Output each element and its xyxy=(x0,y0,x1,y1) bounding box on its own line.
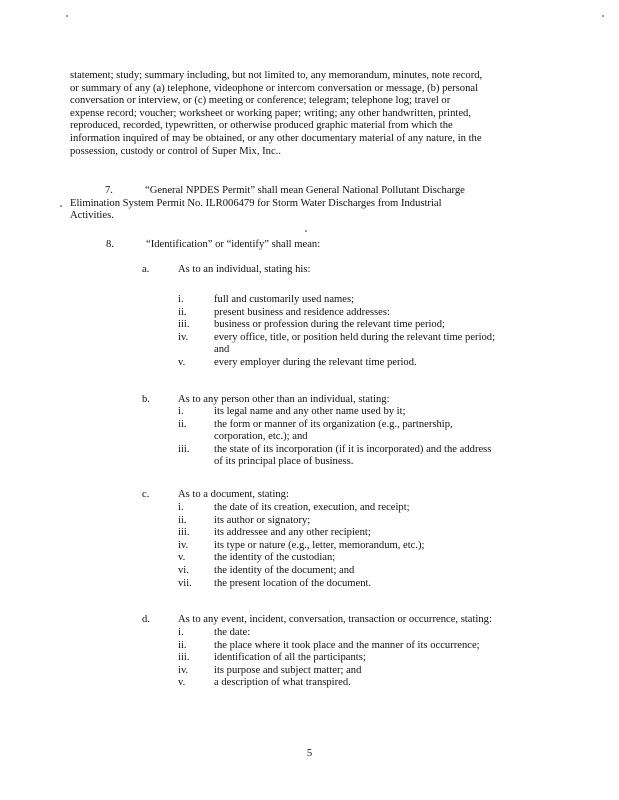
item-text: the form or manner of its organization (e.g., partnership, xyxy=(214,418,453,430)
text-line: possession, custody or control of Super Mix, Inc.. xyxy=(70,145,281,157)
item-text: the identity of the custodian; xyxy=(214,552,336,564)
section-heading: As to any person other than an individual, stating: xyxy=(178,394,390,405)
item-text: the state of its incorporation (if it is incorporated) and the address xyxy=(214,443,492,455)
item-text: of its principal place of business. xyxy=(214,456,354,468)
section-c-items xyxy=(178,502,538,590)
item-numeral: i. xyxy=(178,294,184,305)
item-text: full and customarily used names; xyxy=(214,294,355,305)
text-line: conversation or interview, or (c) meeting or conference; telegram; telephone log; travel or xyxy=(70,95,451,107)
section-heading: As to a document, stating: xyxy=(178,489,289,500)
list-item xyxy=(178,527,538,540)
item-text: every office, title, or position held during the relevant time period; xyxy=(214,331,496,343)
item-numeral: iv. xyxy=(178,664,189,676)
scan-speck xyxy=(66,15,68,17)
paragraph-8 xyxy=(106,239,526,252)
item-numeral: iv. xyxy=(178,331,189,343)
text-line xyxy=(70,185,550,198)
text-line: Elimination System Permit No. ILR006479 for Storm Water Discharges from Industrial xyxy=(70,197,442,209)
item-text: business or profession during the relevant time period; xyxy=(214,319,445,331)
list-item xyxy=(178,332,538,357)
item-numeral: i. xyxy=(178,627,184,638)
scan-speck xyxy=(305,230,307,232)
item-numeral: ii. xyxy=(178,306,187,318)
paragraph-text: “General NPDES Permit” shall mean General National Pollutant Discharge xyxy=(145,185,465,196)
item-text: its author or signatory; xyxy=(214,514,311,526)
item-numeral: v. xyxy=(178,356,186,368)
item-text: its type or nature (e.g., letter, memorandum, etc.); xyxy=(214,539,425,551)
section-label: d. xyxy=(142,614,150,625)
page-number: 5 xyxy=(306,748,313,759)
section-b-items xyxy=(178,406,538,469)
text-line: statement; study; summary including, but not limited to, any memorandum, minutes, note record, xyxy=(70,70,483,81)
list-item xyxy=(178,444,538,469)
scan-speck xyxy=(60,205,62,207)
paragraph-7 xyxy=(70,185,550,223)
item-numeral: iii. xyxy=(178,652,190,664)
list-item xyxy=(178,419,538,444)
item-text: its legal name and any other name used by it; xyxy=(214,406,406,417)
section-label: a. xyxy=(142,264,150,275)
text-line: Activities. xyxy=(70,210,114,222)
item-numeral: vi. xyxy=(178,564,189,576)
section-label: b. xyxy=(142,394,150,405)
text-line: information inquired of may be obtained, or any other documentary material of any nature, in the xyxy=(70,132,482,144)
item-numeral: v. xyxy=(178,677,186,689)
list-item xyxy=(178,565,538,578)
item-text: its addressee and any other recipient; xyxy=(214,527,371,539)
section-d-items xyxy=(178,627,538,690)
section-a-items xyxy=(178,294,538,370)
text-line: or summary of any (a) telephone, videophone or intercom conversation or message, (b) personal xyxy=(70,82,479,94)
list-item xyxy=(178,307,538,320)
item-text: every employer during the relevant time period. xyxy=(214,356,417,368)
item-text: the identity of the document; and xyxy=(214,564,355,576)
item-numeral: iii. xyxy=(178,527,190,539)
text-line: reproduced, recorded, typewritten, or otherwise produced graphic material from which the xyxy=(70,120,453,132)
list-item xyxy=(178,357,538,370)
item-numeral: i. xyxy=(178,502,184,513)
item-numeral: ii. xyxy=(178,418,187,430)
paragraph-text: “Identification” or “identify” shall mean: xyxy=(146,239,321,250)
item-numeral: vii. xyxy=(178,577,192,589)
item-text: present business and residence addresses: xyxy=(214,306,390,318)
item-numeral: i. xyxy=(178,406,184,417)
list-item xyxy=(178,640,538,653)
item-numeral: ii. xyxy=(178,639,187,651)
item-numeral: v. xyxy=(178,552,186,564)
item-numeral: iii. xyxy=(178,443,190,455)
item-text: identification of all the participants; xyxy=(214,652,366,664)
item-numeral: iii. xyxy=(178,319,190,331)
list-item xyxy=(178,294,538,307)
list-item xyxy=(178,406,538,419)
list-item xyxy=(178,502,538,515)
item-text: a description of what transpired. xyxy=(214,677,351,689)
list-item xyxy=(178,578,538,591)
scan-speck xyxy=(602,15,604,17)
item-numeral: iv. xyxy=(178,539,189,551)
statement-paragraph xyxy=(70,70,548,158)
list-item xyxy=(178,677,538,690)
list-item xyxy=(178,552,538,565)
list-item xyxy=(178,652,538,665)
paragraph-number: 8. xyxy=(106,239,114,250)
item-text: the place where it took place and the manner of its occurrence; xyxy=(214,639,480,651)
text-line: expense record; voucher; worksheet or working paper; writing; any other handwritten, printed, xyxy=(70,107,471,119)
section-heading: As to an individual, stating his: xyxy=(178,264,311,275)
list-item xyxy=(178,540,538,553)
item-text: the present location of the document. xyxy=(214,577,372,589)
item-text: the date of its creation, execution, and receipt; xyxy=(214,502,410,513)
section-label: c. xyxy=(142,489,150,500)
item-text: the date: xyxy=(214,627,251,638)
item-text: corporation, etc.); and xyxy=(214,431,308,443)
list-item xyxy=(178,665,538,678)
section-heading: As to any event, incident, conversation, transaction or occurrence, stating: xyxy=(178,614,492,625)
list-item xyxy=(178,515,538,528)
item-text: its purpose and subject matter; and xyxy=(214,664,362,676)
item-text: and xyxy=(214,344,230,356)
list-item xyxy=(178,319,538,332)
text-line xyxy=(106,239,526,252)
item-numeral: ii. xyxy=(178,514,187,526)
paragraph-number: 7. xyxy=(105,185,113,196)
list-item xyxy=(178,627,538,640)
